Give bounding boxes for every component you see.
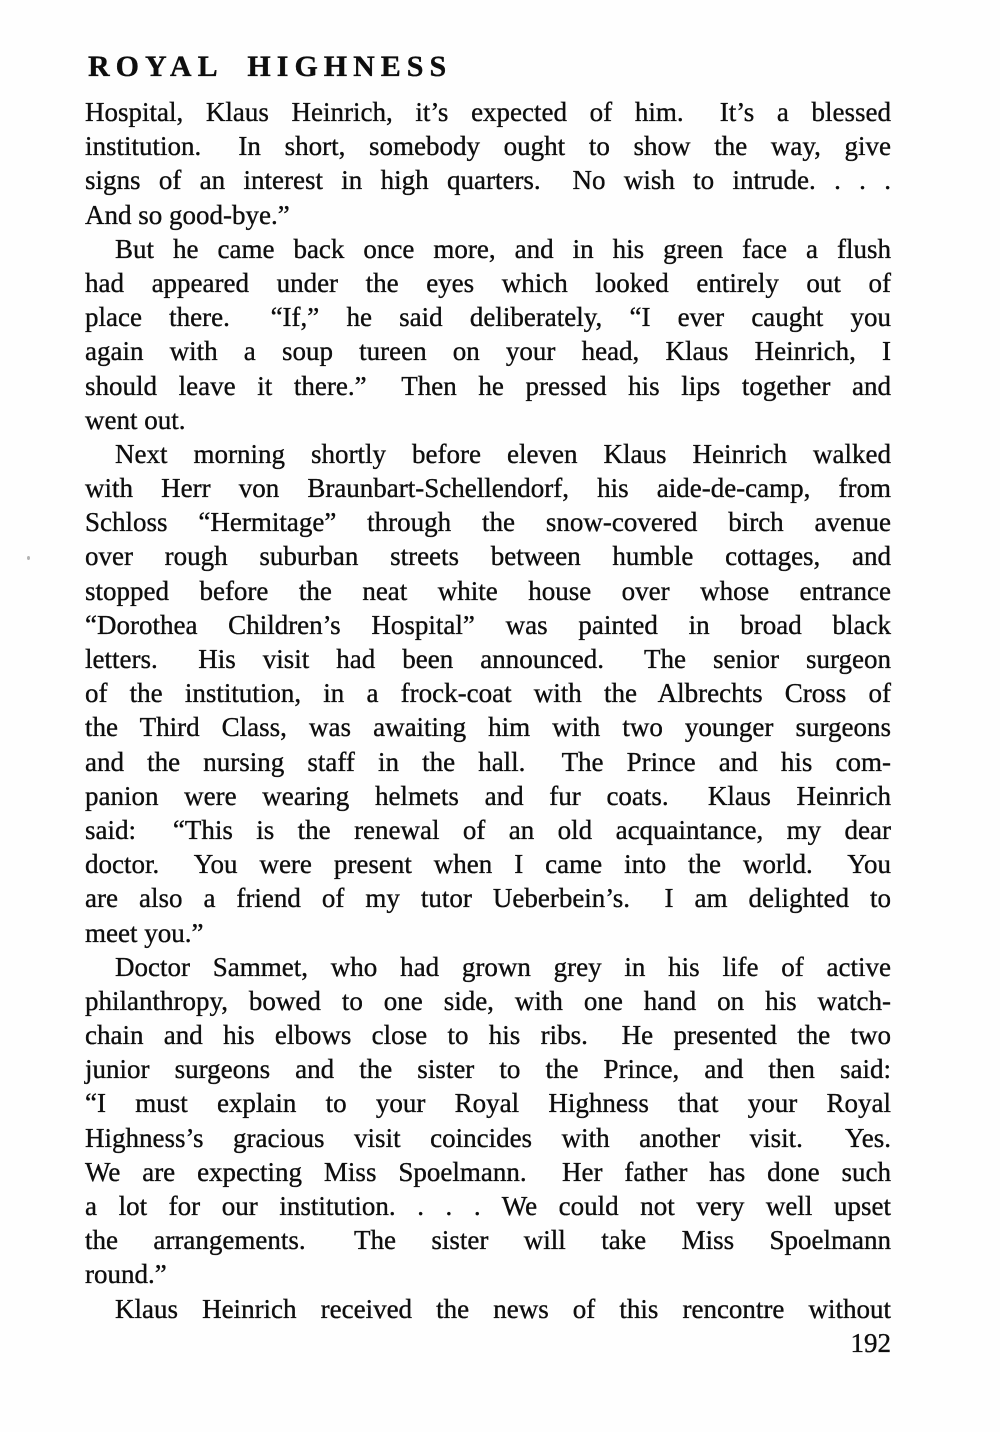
text-line: Highness’s gracious visit coincides with another visit. Yes. (85, 1122, 891, 1153)
text-line: over rough suburban streets between humble cottages, and (85, 541, 891, 572)
text-line: and the nursing staff in the hall. The Prince and his com- (85, 746, 891, 777)
text-line: meet you.” (85, 917, 204, 948)
text-line: the Third Class, was awaiting him with two younger surgeons (85, 712, 891, 743)
text-line: Doctor Sammet, who had grown grey in his life of active (115, 951, 891, 982)
text-line: went out. (85, 404, 186, 435)
text-line: stopped before the neat white house over whose entrance (85, 575, 891, 606)
paragraph (85, 950, 891, 1292)
paragraph (85, 95, 891, 232)
text-line: philanthropy, bowed to one side, with one hand on his watch- (85, 985, 891, 1016)
text-line: And so good-bye.” (85, 199, 290, 230)
text-line: Next morning shortly before eleven Klaus Heinrich walked (115, 438, 891, 469)
paragraph (85, 232, 891, 437)
text-line: of the institution, in a frock-coat with the Albrechts Cross of (85, 678, 891, 709)
text-line: should leave it there.” Then he pressed his lips together and (85, 370, 891, 401)
text-line: round.” (85, 1259, 167, 1290)
text-line: again with a soup tureen on your head, Klaus Heinrich, I (85, 336, 891, 367)
text-line: are also a friend of my tutor Ueberbein’s. I am delighted to (85, 883, 891, 914)
text-block (85, 95, 891, 1326)
text-line: said: “This is the renewal of an old acquaintance, my dear (85, 814, 891, 845)
text-line: the arrangements. The sister will take Miss Spoelmann (85, 1225, 891, 1256)
paragraph (85, 1292, 891, 1326)
text-line: “I must explain to your Royal Highness that your Royal (85, 1088, 891, 1119)
text-line: Schloss “Hermitage” through the snow-covered birch avenue (85, 507, 891, 538)
text-line: with Herr von Braunbart-Schellendorf, his aide-de-camp, from (85, 473, 891, 504)
text-line: junior surgeons and the sister to the Prince, and then said: (85, 1054, 891, 1085)
running-head: ROYAL HIGHNESS (88, 50, 453, 83)
text-line: a lot for our institution. . . . We could not very well upset (85, 1191, 891, 1221)
text-line: chain and his elbows close to his ribs. He presented the two (85, 1020, 891, 1051)
text-line: We are expecting Miss Spoelmann. Her father has done such (85, 1156, 891, 1187)
text-line: But he came back once more, and in his green face a flush (115, 233, 891, 264)
text-line: doctor. You were present when I came into the world. You (85, 849, 891, 880)
text-line: place there. “If,” he said deliberately, “I ever caught you (85, 302, 891, 333)
paragraph (85, 437, 891, 950)
page-number: 192 (850, 1328, 891, 1358)
text-line: Klaus Heinrich received the news of this rencontre without (115, 1293, 891, 1324)
text-line: letters. His visit had been announced. The senior surgeon (85, 644, 891, 674)
text-line: “Dorothea Children’s Hospital” was painted in broad black (85, 609, 891, 640)
text-line: signs of an interest in high quarters. No wish to intrude. . . . (85, 165, 891, 196)
text-line: had appeared under the eyes which looked entirely out of (85, 267, 891, 298)
text-line: Hospital, Klaus Heinrich, it’s expected of him. It’s a blessed (85, 97, 891, 127)
text-line: institution. In short, somebody ought to show the way, give (85, 131, 891, 162)
text-line: panion were wearing helmets and fur coats. Klaus Heinrich (85, 780, 891, 811)
